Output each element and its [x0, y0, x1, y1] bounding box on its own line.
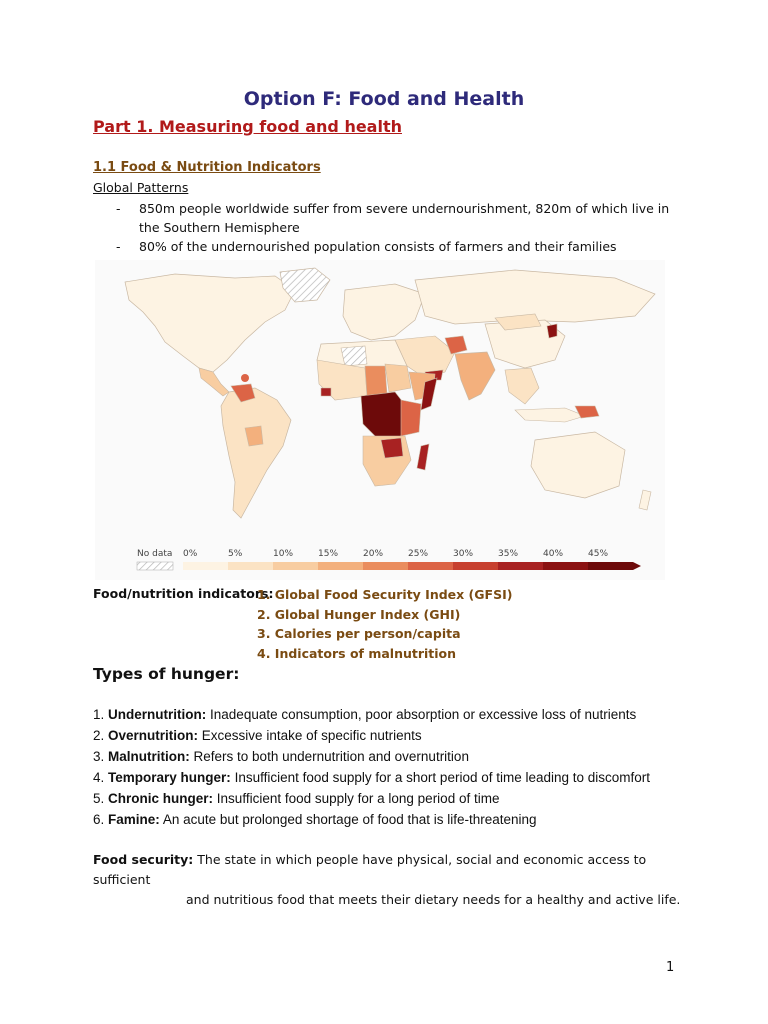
- item-number: 1.: [93, 707, 105, 722]
- list-item: [93, 746, 650, 767]
- part-heading: Part 1. Measuring food and health: [93, 117, 402, 136]
- item-number: 4.: [93, 770, 105, 785]
- list-item: [93, 725, 650, 746]
- legend-tick-label: 45%: [588, 549, 609, 559]
- item-term: Chronic hunger:: [108, 791, 214, 806]
- map-svg: [95, 260, 665, 580]
- item-term: Overnutrition:: [108, 728, 199, 743]
- legend-swatch: [318, 562, 363, 570]
- australia-shape: [531, 432, 625, 498]
- item-term: Undernutrition:: [108, 707, 207, 722]
- legend-tick-label: 10%: [273, 549, 294, 559]
- legend-swatch: [183, 562, 228, 570]
- item-number: 6.: [93, 812, 105, 827]
- bullet-text: 80% of the undernourished population consists of farmers and their families: [139, 239, 617, 254]
- list-item: [93, 704, 650, 725]
- item-definition: Inadequate consumption, poor absorption or excessive loss of nutrients: [210, 707, 637, 722]
- north-korea-shape: [547, 324, 557, 338]
- legend-tick-label: 30%: [453, 549, 474, 559]
- legend-tick-label: 0%: [183, 549, 198, 559]
- sudan-shape: [385, 364, 411, 392]
- legend-swatch: [363, 562, 408, 570]
- legend-swatch: [228, 562, 273, 570]
- food-security-term: Food security:: [93, 852, 194, 867]
- legend-tick-label: 15%: [318, 549, 339, 559]
- section-heading: 1.1 Food & Nutrition Indicators: [93, 160, 321, 175]
- list-item: [116, 237, 676, 256]
- item-number: 5.: [93, 791, 105, 806]
- zambia-shape: [381, 438, 403, 458]
- legend-nodata-swatch: [137, 562, 173, 570]
- legend-swatch: [543, 562, 588, 570]
- list-item: [93, 809, 650, 830]
- item-number: 3.: [93, 749, 105, 764]
- world-hunger-map: [95, 260, 665, 580]
- global-patterns-heading: Global Patterns: [93, 180, 189, 195]
- hunger-types-list: [93, 704, 650, 830]
- sahara-nodata-shape: [341, 346, 367, 366]
- bullet-list: [116, 199, 676, 256]
- item-definition: Insufficient food supply for a long period of time: [216, 791, 500, 806]
- legend-swatch: [408, 562, 453, 570]
- types-of-hunger-heading: Types of hunger:: [93, 665, 240, 683]
- bullet-dash: -: [116, 201, 121, 216]
- west-coast-shape: [321, 388, 331, 396]
- legend-swatch: [498, 562, 543, 570]
- indicator-item: 4. Indicators of malnutrition: [257, 646, 457, 661]
- chad-shape: [365, 366, 387, 396]
- legend-tick-label: 35%: [498, 549, 519, 559]
- indicator-item: 1. Global Food Security Index (GFSI): [257, 587, 513, 602]
- food-security-definition: [93, 850, 683, 910]
- legend-tick-label: 25%: [408, 549, 429, 559]
- legend-swatch: [588, 562, 633, 570]
- item-term: Famine:: [108, 812, 160, 827]
- bullet-dash: -: [116, 239, 121, 254]
- indicator-item: 3. Calories per person/capita: [257, 626, 461, 641]
- item-term: Temporary hunger:: [108, 770, 231, 785]
- indicator-item: 2. Global Hunger Index (GHI): [257, 607, 461, 622]
- item-number: 2.: [93, 728, 105, 743]
- legend-nodata-label: No data: [137, 549, 173, 559]
- legend-tick-label: 20%: [363, 549, 384, 559]
- food-security-line: [93, 850, 683, 890]
- list-item: [93, 788, 650, 809]
- page-title: Option F: Food and Health: [243, 88, 525, 110]
- legend-tick-label: 5%: [228, 549, 243, 559]
- item-term: Malnutrition:: [108, 749, 190, 764]
- item-definition: Excessive intake of specific nutrients: [201, 728, 422, 743]
- legend-swatch: [273, 562, 318, 570]
- list-item: [93, 767, 650, 788]
- page-number: 1: [666, 960, 675, 975]
- item-definition: An acute but prolonged shortage of food that is life-threatening: [162, 812, 537, 827]
- east-africa-shape: [401, 400, 421, 436]
- list-item: [116, 199, 676, 237]
- item-definition: Refers to both undernutrition and overnutrition: [193, 749, 469, 764]
- legend-tick-label: 40%: [543, 549, 564, 559]
- food-security-text: The state in which people have physical, social and economic access to sufficient: [93, 852, 647, 887]
- legend-scale: [183, 562, 641, 570]
- food-security-text-line2: and nutritious food that meets their dietary needs for a healthy and active life.: [186, 892, 681, 907]
- caribbean-shape: [241, 374, 249, 382]
- legend-swatch: [453, 562, 498, 570]
- bullet-text: 850m people worldwide suffer from severe undernourishment, 820m of which live in the Southern Hemisphere: [139, 201, 670, 235]
- indicators-label: Food/nutrition indicators:: [93, 586, 274, 601]
- item-definition: Insufficient food supply for a short period of time leading to discomfort: [234, 770, 651, 785]
